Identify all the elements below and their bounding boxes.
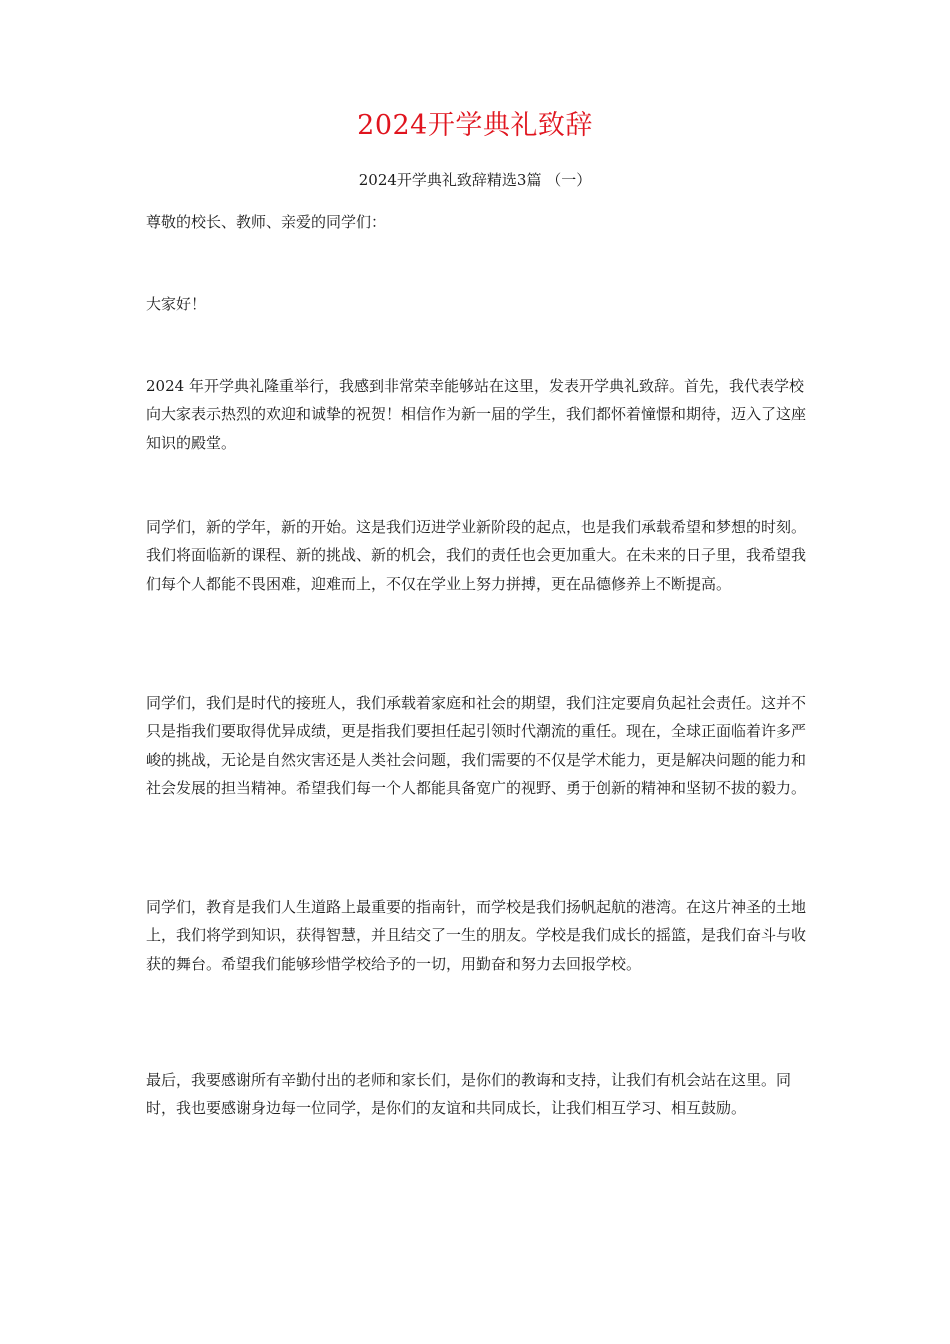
greeting-line: 尊敬的校长、教师、亲爱的同学们： bbox=[146, 213, 387, 231]
document-subtitle: 2024开学典礼致辞精选3篇 （一） bbox=[358, 171, 592, 189]
paragraph-thanks: 最后，我要感谢所有辛勤付出的老师和家长们，是你们的教诲和支持，让我们有机会站在这里。同时，我也要感谢身边每一位同学，是你们的友谊和共同成长，让我们相互学习、相互鼓励。 bbox=[146, 1071, 792, 1118]
hello-line: 大家好！ bbox=[146, 295, 207, 313]
paragraph-new-start: 同学们，新的学年，新的开始。这是我们迈进学业新阶段的起点，也是我们承载希望和梦想的时刻。我们将面临新的课程、新的挑战、新的机会，我们的责任也会更加重大。在未来的日子里，我希望我们每个人都能不畏困难，迎难而上，不仅在学业上努力拼搏，更在品德修养上不断提高。 bbox=[146, 518, 807, 593]
paragraph-education: 同学们，教育是我们人生道路上最重要的指南针，而学校是我们扬帆起航的港湾。在这片神圣的土地上，我们将学到知识，获得智慧，并且结交了一生的朋友。学校是我们成长的摇篮，是我们奋斗与收获的舞台。希望我们能够珍惜学校给予的一切，用勤奋和努力去回报学校。 bbox=[146, 898, 807, 973]
paragraph-intro: 2024 年开学典礼隆重举行，我感到非常荣幸能够站在这里，发表开学典礼致辞。首先，我代表学校向大家表示热烈的欢迎和诚挚的祝贺！相信作为新一届的学生，我们都怀着憧憬和期待，迈入了这座知识的殿堂。 bbox=[146, 377, 807, 452]
document-title: 2024开学典礼致辞 bbox=[357, 110, 593, 141]
paragraph-responsibility: 同学们，我们是时代的接班人，我们承载着家庭和社会的期望，我们注定要肩负起社会责任。这并不只是指我们要取得优异成绩，更是指我们要担任起引领时代潮流的重任。现在，全球正面临着许多严峻的挑战，无论是自然灾害还是人类社会问题，我们需要的不仅是学术能力，更是解决问题的能力和社会发展的担当精神。希望我们每一个人都能具备宽广的视野、勇于创新的精神和坚韧不拔的毅力。 bbox=[146, 694, 807, 798]
